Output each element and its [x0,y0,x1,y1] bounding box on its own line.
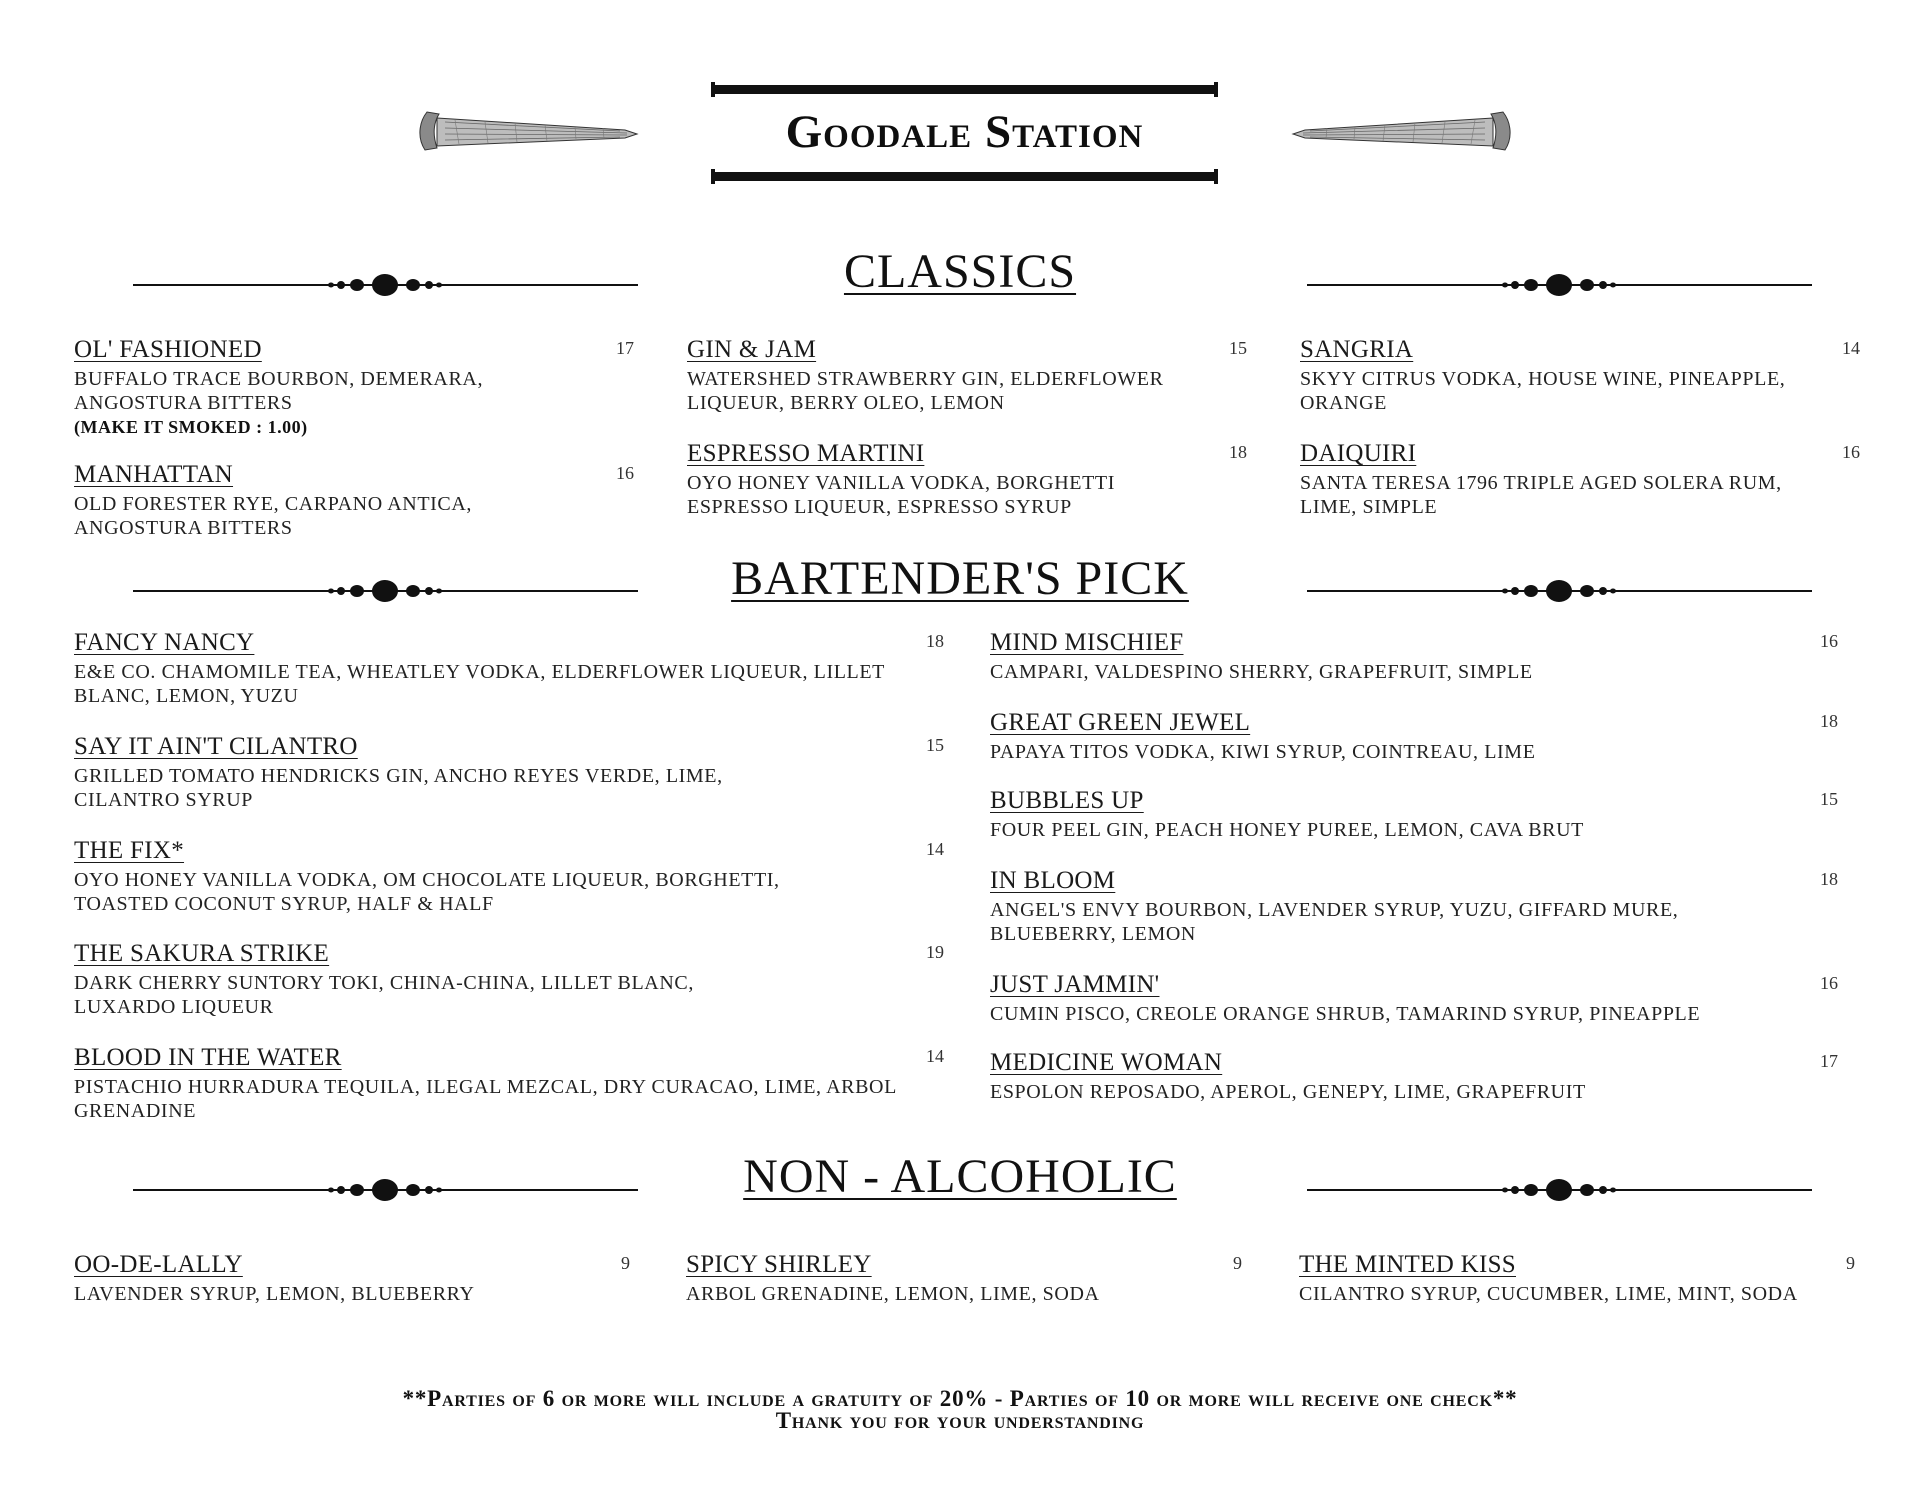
item-description: LAVENDER SYRUP, LEMON, BLUEBERRY [74,1283,475,1305]
menu-item [990,972,1860,1026]
item-name: BUBBLES UP [990,787,1144,814]
section-title-non-alcoholic: NON - ALCOHOLIC [743,1150,1177,1203]
item-price: 18 [1229,442,1247,462]
item-price: 16 [1842,442,1860,462]
item-price: 15 [926,735,944,755]
menu-item [74,1252,634,1306]
title-top-rule [711,85,1218,94]
menu-item [990,710,1860,764]
menu-item [1299,1252,1859,1306]
footer-thanks: Thank you for your understanding [775,1408,1145,1433]
menu-item [74,462,634,540]
item-description: GRILLED TOMATO HENDRICKS GIN, ANCHO REYES VERDE, LIME, CILANTRO SYRUP [74,765,723,811]
section-title-bartenders-pick: BARTENDER'S PICK [731,552,1189,605]
item-description: ARBOL GRENADINE, LEMON, LIME, SODA [686,1283,1100,1305]
item-description: WATERSHED STRAWBERRY GIN, ELDERFLOWER LIQUEUR, BERRY OLEO, LEMON [687,368,1164,414]
item-description: DARK CHERRY SUNTORY TOKI, CHINA-CHINA, LILLET BLANC, LUXARDO LIQUEUR [74,972,694,1018]
menu-item [1300,441,1860,519]
menu-item [74,941,944,1019]
item-price: 18 [1820,869,1838,889]
item-price: 14 [1842,338,1860,358]
item-description: SKYY CITRUS VODKA, HOUSE WINE, PINEAPPLE, ORANGE [1300,368,1786,414]
item-note: (MAKE IT SMOKED : 1.00) [74,417,308,437]
menu-item [687,441,1247,519]
railroad-spike-icon [415,104,639,156]
menu-item [74,838,944,916]
item-price: 15 [1820,789,1838,809]
item-description: FOUR PEEL GIN, PEACH HONEY PUREE, LEMON, CAVA BRUT [990,819,1584,841]
item-description: E&E CO. CHAMOMILE TEA, WHEATLEY VODKA, ELDERFLOWER LIQUEUR, LILLET BLANC, LEMON, YUZU [74,661,885,707]
item-description: OLD FORESTER RYE, CARPANO ANTICA, ANGOSTURA BITTERS [74,493,473,539]
menu-item [990,868,1860,946]
item-price: 19 [926,942,944,962]
item-description: ANGEL'S ENVY BOURBON, LAVENDER SYRUP, YUZU, GIFFARD MURE, BLUEBERRY, LEMON [990,899,1679,945]
item-name: FANCY NANCY [74,629,255,656]
menu-item [687,337,1247,415]
item-price: 18 [1820,711,1838,731]
item-name: THE MINTED KISS [1299,1251,1516,1278]
menu-item [74,337,634,439]
item-description: CUMIN PISCO, CREOLE ORANGE SHRUB, TAMARIND SYRUP, PINEAPPLE [990,1003,1701,1025]
item-name: OL' FASHIONED [74,336,262,363]
item-name: DAIQUIRI [1300,440,1417,467]
item-price: 16 [616,463,634,483]
title-frame [711,85,1218,185]
item-description: PISTACHIO HURRADURA TEQUILA, ILEGAL MEZCAL, DRY CURACAO, LIME, ARBOL GRENADINE [74,1076,897,1122]
item-price: 9 [1233,1253,1242,1273]
item-price: 16 [1820,973,1838,993]
item-name: BLOOD IN THE WATER [74,1044,342,1071]
section-title-classics: CLASSICS [843,245,1077,298]
item-name: ESPRESSO MARTINI [687,440,925,467]
item-price: 15 [1229,338,1247,358]
item-description: CAMPARI, VALDESPINO SHERRY, GRAPEFRUIT, SIMPLE [990,661,1533,683]
item-name: SANGRIA [1300,336,1414,363]
flourish-divider-icon [1307,1175,1812,1205]
item-description: CILANTRO SYRUP, CUCUMBER, LIME, MINT, SODA [1299,1283,1798,1305]
item-name: MANHATTAN [74,461,234,488]
item-name: GIN & JAM [687,336,817,363]
item-price: 16 [1820,631,1838,651]
item-name: JUST JAMMIN' [990,971,1160,998]
item-name: SPICY SHIRLEY [686,1251,872,1278]
item-description: OYO HONEY VANILLA VODKA, OM CHOCOLATE LIQUEUR, BORGHETTI, TOASTED COCONUT SYRUP, HALF & HALF [74,869,780,915]
menu-item [990,788,1860,842]
flourish-divider-icon [1307,270,1812,300]
item-price: 9 [1846,1253,1855,1273]
title-bottom-rule [711,172,1218,181]
menu-item [990,630,1860,684]
item-description: SANTA TERESA 1796 TRIPLE AGED SOLERA RUM, LIME, SIMPLE [1300,472,1782,518]
menu-item [990,1050,1860,1104]
item-name: IN BLOOM [990,867,1116,894]
item-price: 9 [621,1253,630,1273]
page-title: Goodale Station [785,106,1144,158]
item-name: THE SAKURA STRIKE [74,940,330,967]
item-price: 14 [926,839,944,859]
item-name: MEDICINE WOMAN [990,1049,1223,1076]
item-price: 14 [926,1046,944,1066]
item-price: 17 [1820,1051,1838,1071]
flourish-divider-icon [1307,576,1812,606]
menu-item [686,1252,1246,1306]
item-description: PAPAYA TITOS VODKA, KIWI SYRUP, COINTREAU, LIME [990,741,1536,763]
item-name: OO-DE-LALLY [74,1251,243,1278]
footer-gratuity-note: **Parties of 6 or more will include a gratuity of 20% - Parties of 10 or more will receive one check** [402,1386,1518,1411]
item-name: SAY IT AIN'T CILANTRO [74,733,358,760]
item-price: 18 [926,631,944,651]
item-description: OYO HONEY VANILLA VODKA, BORGHETTI ESPRESSO LIQUEUR, ESPRESSO SYRUP [687,472,1115,518]
menu-item [74,734,944,812]
railroad-spike-icon [1291,104,1515,156]
item-description: BUFFALO TRACE BOURBON, DEMERARA, ANGOSTURA BITTERS [74,368,484,414]
item-description: ESPOLON REPOSADO, APEROL, GENEPY, LIME, GRAPEFRUIT [990,1081,1586,1103]
item-name: THE FIX* [74,837,185,864]
item-price: 17 [616,338,634,358]
menu-item [74,630,944,708]
item-name: GREAT GREEN JEWEL [990,709,1251,736]
menu-item [1300,337,1860,415]
item-name: MIND MISCHIEF [990,629,1184,656]
menu-item [74,1045,944,1123]
